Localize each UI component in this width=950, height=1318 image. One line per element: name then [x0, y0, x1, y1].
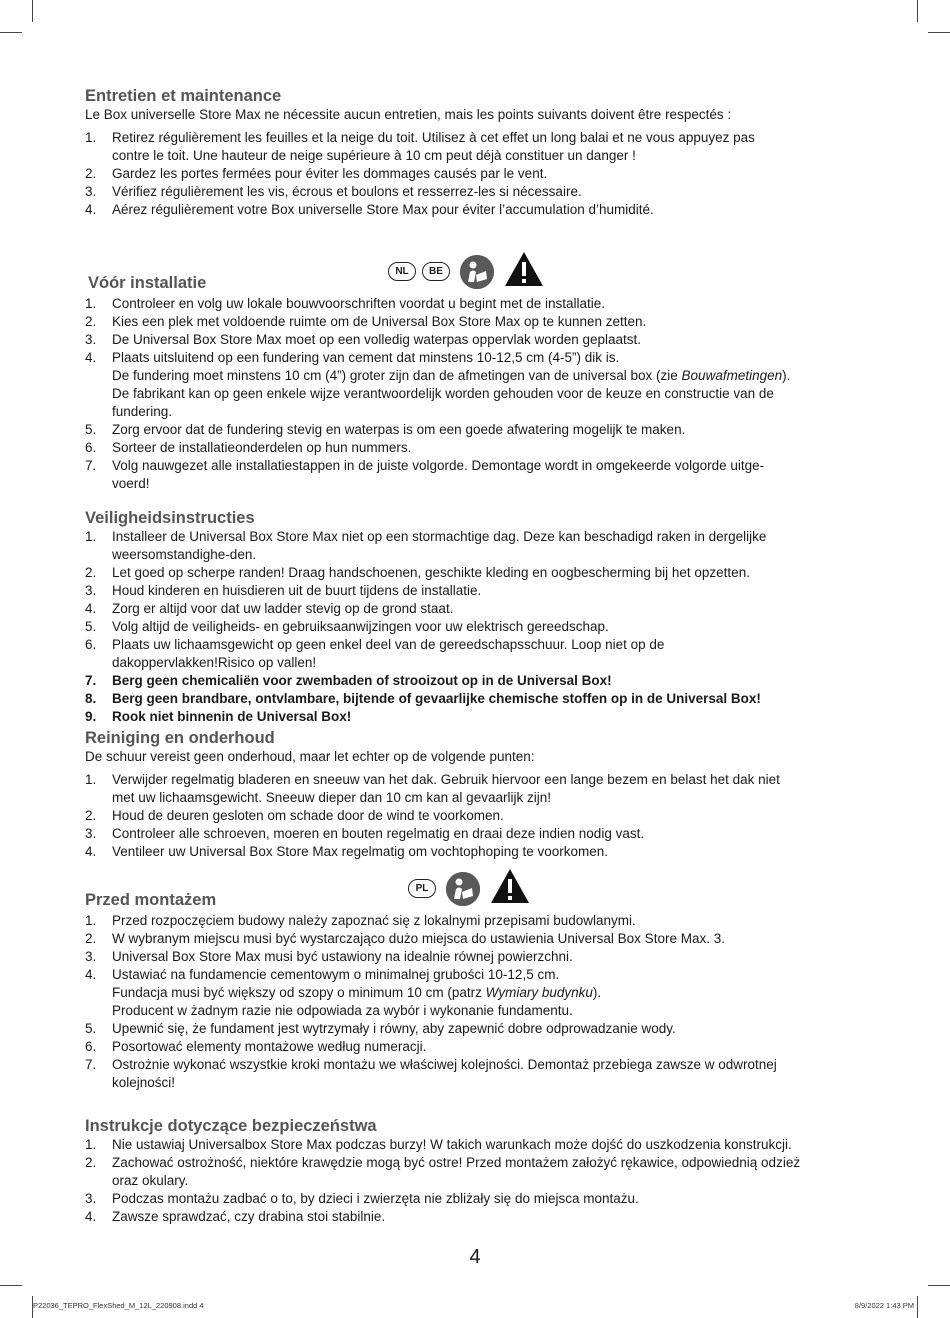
section-pl-safety [85, 1116, 885, 1226]
list-item-text: Przed rozpoczęciem budowy należy zapoznać się z lokalnymi przepisami budowlanymi. [112, 913, 636, 928]
list-item-text: Plaats uitsluitend op een fundering van cement dat minstens 10-12,5 cm (4-5”) dik is. [112, 350, 620, 365]
list-item-text: Zorg ervoor dat de fundering stevig en waterpas is om een goede afwatering mogelijk te maken. [112, 422, 686, 437]
list-item [85, 843, 885, 861]
list-item-text: dakoppervlakken!Risico op vallen! [112, 655, 317, 670]
list-item-text: Posortować elementy montażowe według numeracji. [112, 1039, 427, 1054]
list-item-text: Universal Box Store Max musi być ustawiony na idealnie równej powierzchni. [112, 949, 573, 964]
list-item-text: Zorg er altijd voor dat uw ladder stevig op de grond staat. [112, 601, 454, 616]
crop-mark [928, 32, 950, 33]
section-title: Veiligheidsinstructies [85, 509, 255, 527]
list-item [85, 528, 885, 564]
section-title: Vóór installatie [88, 274, 207, 292]
list-item [85, 708, 885, 726]
section-intro: Le Box universelle Store Max ne nécessite aucun entretien, mais les points suivants doivent être respectés : [85, 107, 732, 122]
list-item-number: 2. [85, 808, 97, 823]
list-item [85, 564, 885, 582]
list-item [85, 672, 885, 690]
list-item-text: oraz okulary. [112, 1173, 189, 1188]
section-pl-installation [85, 867, 885, 1092]
list-item-text: De fundering moet minstens 10 cm (4”) groter zijn dan de afmetingen van de universal box (zie Bouwafmetingen). [112, 368, 791, 383]
list-item [85, 313, 885, 331]
list-item [85, 421, 885, 439]
list-item-number: 3. [85, 332, 97, 347]
list-item-text: Plaats uw lichaamsgewicht op geen enkel deel van de gereedschapsschuur. Loop niet op de [112, 637, 665, 652]
list-item-text: Aérez régulièrement votre Box universelle Store Max pour éviter l’accumulation d’humidité. [112, 202, 654, 217]
list-item-text: Houd kinderen en huisdieren uit de buurt tijdens de installatie. [112, 583, 482, 598]
list-item [85, 930, 885, 948]
list-item [85, 690, 885, 708]
list-item-text: Retirez régulièrement les feuilles et la neige du toit. Utilisez à cet effet un long balai et ne vous appuyez pas [112, 130, 755, 145]
list-item-number: 6. [85, 637, 97, 652]
list-item-number: 1. [85, 130, 97, 145]
numbered-list [85, 295, 885, 493]
list-item-number: 4. [85, 350, 97, 365]
list-item-text: Berg geen brandbare, ontvlambare, bijtende of gevaarlijke chemische stoffen op in de Universal Box! [112, 691, 761, 706]
section-title: Entretien et maintenance [85, 87, 282, 105]
section-title: Instrukcje dotyczące bezpieczeństwa [85, 1117, 377, 1135]
list-item-text: Kies een plek met voldoende ruimte om de Universal Box Store Max op te kunnen zetten. [112, 314, 647, 329]
read-manual-icon [446, 872, 480, 906]
page-number: 4 [469, 1246, 481, 1268]
list-item-text: Ventileer uw Universal Box Store Max regelmatig om vochtophoping te voorkomen. [112, 844, 608, 859]
list-item-number: 1. [85, 529, 97, 544]
list-item [85, 165, 885, 183]
list-item-text: voerd! [112, 476, 150, 491]
list-item [85, 1056, 885, 1092]
list-item-number: 1. [85, 1137, 97, 1152]
list-item-number: 7. [85, 458, 97, 473]
list-item [85, 439, 885, 457]
warning-icon [490, 868, 530, 909]
list-item-text: Installeer de Universal Box Store Max niet op een stormachtige dag. Deze kan beschadigd raken in dergelijke [112, 529, 767, 544]
list-item [85, 1038, 885, 1056]
list-item-number: 4. [85, 1209, 97, 1224]
numbered-list [85, 129, 885, 219]
list-item-text: Controleer alle schroeven, moeren en bouten regelmatig en draai deze indien nodig vast. [112, 826, 645, 841]
list-item [85, 457, 885, 493]
crop-mark [917, 1296, 918, 1318]
list-item [85, 600, 885, 618]
section-fr-maintenance [85, 86, 885, 219]
list-item [85, 295, 885, 313]
list-item-text: Vérifiez régulièrement les vis, écrous et boulons et resserrez-les si nécessaire. [112, 184, 582, 199]
page-content [85, 86, 885, 1226]
list-item [85, 912, 885, 930]
list-item [85, 582, 885, 600]
list-item [85, 183, 885, 201]
crop-mark [0, 1285, 22, 1286]
list-item-number: 2. [85, 1155, 97, 1170]
list-item-text: Nie ustawiaj Universalbox Store Max podczas burzy! W takich warunkach może dojść do uszkodzenia konstrukcji. [112, 1137, 792, 1152]
list-item-number: 1. [85, 913, 97, 928]
crop-mark [0, 32, 22, 33]
list-item-text: Zachować ostrożność, niektóre krawędzie mogą być ostre! Przed montażem założyć rękawice, odpowiednią odzież [112, 1155, 801, 1170]
list-item-number: 3. [85, 1191, 97, 1206]
list-item-number: 5. [85, 619, 97, 634]
warning-icon [504, 251, 544, 292]
list-item [85, 201, 885, 219]
list-item-text: Rook niet binnenin de Universal Box! [112, 709, 352, 724]
list-item [85, 825, 885, 843]
crop-mark [928, 1285, 950, 1286]
list-item [85, 771, 885, 807]
list-item-number: 4. [85, 601, 97, 616]
list-item-text: Upewnić się, że fundament jest wytrzymały i równy, aby zapewnić dobre odprowadzanie wody. [112, 1021, 676, 1036]
list-item-number: 2. [85, 166, 97, 181]
list-item-text: Gardez les portes fermées pour éviter les dommages causés par le vent. [112, 166, 548, 181]
section-title: Przed montażem [85, 891, 217, 909]
list-item-number: 6. [85, 1039, 97, 1054]
numbered-list [85, 771, 885, 861]
list-item-number: 3. [85, 826, 97, 841]
numbered-list [85, 1136, 885, 1226]
list-item-text: De Universal Box Store Max moet op een volledig waterpas oppervlak worden geplaatst. [112, 332, 642, 347]
list-item [85, 1154, 885, 1190]
list-item [85, 349, 885, 421]
list-item-number: 2. [85, 314, 97, 329]
list-item [85, 129, 885, 165]
list-item [85, 1208, 885, 1226]
list-item-text: Zawsze sprawdzać, czy drabina stoi stabilnie. [112, 1209, 386, 1224]
list-item-number: 4. [85, 202, 97, 217]
list-item-text: Fundacja musi być większy od szopy o minimum 10 cm (patrz Wymiary budynku). [112, 985, 602, 1000]
footer-filename: P22036_TEPRO_FlexShed_M_12L_220908.indd 4 [33, 1301, 204, 1310]
list-item-number: 2. [85, 565, 97, 580]
list-item-number: 8. [85, 691, 97, 706]
list-item-number: 2. [85, 931, 97, 946]
language-badge: BE [422, 262, 450, 281]
read-manual-icon [460, 255, 494, 289]
list-item-text: Producent w żadnym razie nie odpowiada za wybór i wykonanie fundamentu. [112, 1003, 573, 1018]
list-item-text: Volg nauwgezet alle installatiestappen in de juiste volgorde. Demontage wordt in omgekeerde volgorde uitge- [112, 458, 765, 473]
crop-mark [917, 0, 918, 22]
crop-mark [32, 0, 33, 22]
list-item-number: 3. [85, 184, 97, 199]
list-item-text: Volg altijd de veiligheids- en gebruiksaanwijzingen voor uw elektrisch gereedschap. [112, 619, 609, 634]
list-item-text: Ustawiać na fundamencie cementowym o minimalnej grubości 10-12,5 cm. [112, 967, 560, 982]
list-item [85, 1136, 885, 1154]
list-item-number: 9. [85, 709, 97, 724]
list-item-text: fundering. [112, 404, 173, 419]
list-item-number: 4. [85, 844, 97, 859]
section-nl-maintenance [85, 728, 885, 861]
list-item-text: Houd de deuren gesloten om schade door de wind te voorkomen. [112, 808, 504, 823]
list-item-number: 1. [85, 772, 97, 787]
list-item-number: 6. [85, 440, 97, 455]
list-item-number: 3. [85, 949, 97, 964]
numbered-list [85, 912, 885, 1092]
icon-row [408, 868, 530, 909]
list-item-text: contre le toit. Une hauteur de neige supérieure à 10 cm peut déjà constituer un danger ! [112, 148, 636, 163]
list-item [85, 966, 885, 1020]
section-title: Reiniging en onderhoud [85, 729, 275, 747]
list-item-number: 7. [85, 1057, 97, 1072]
language-badge: PL [408, 879, 436, 898]
list-item-text: Podczas montażu zadbać o to, by dzieci i zwierzęta nie zbliżały się do miejsca montażu. [112, 1191, 639, 1206]
list-item-number: 5. [85, 422, 97, 437]
list-item-number: 3. [85, 583, 97, 598]
list-item-number: 7. [85, 673, 97, 688]
list-item [85, 636, 885, 672]
list-item [85, 1190, 885, 1208]
list-item-text: weersomstandighe-den. [112, 547, 257, 562]
list-item-number: 5. [85, 1021, 97, 1036]
section-nl-installation [85, 249, 885, 493]
section-intro: De schuur vereist geen onderhoud, maar let echter op de volgende punten: [85, 749, 535, 764]
section-nl-safety [85, 508, 885, 726]
list-item-text: Verwijder regelmatig bladeren en sneeuw van het dak. Gebruik hiervoor een lange bezem en belast het dak niet [112, 772, 780, 787]
list-item [85, 331, 885, 349]
list-item-text: Ostrożnie wykonać wszystkie kroki montażu we właściwej kolejności. Demontaż przebiega zawsze w odwrotnej [112, 1057, 777, 1072]
list-item [85, 948, 885, 966]
list-item-text: met uw lichaamsgewicht. Sneeuw dieper dan 10 cm kan al gevaarlijk zijn! [112, 790, 551, 805]
footer-timestamp: 8/9/2022 1:43 PM [854, 1301, 914, 1310]
numbered-list [85, 528, 885, 726]
list-item [85, 618, 885, 636]
list-item-text: Controleer en volg uw lokale bouwvoorschriften voordat u begint met de installatie. [112, 296, 606, 311]
list-item-text: Sorteer de installatieonderdelen op hun nummers. [112, 440, 412, 455]
list-item-text: W wybranym miejscu musi być wystarczająco dużo miejsca do ustawienia Universal Box Store Max. 3. [112, 931, 725, 946]
icon-row [388, 251, 544, 292]
list-item [85, 807, 885, 825]
list-item-number: 4. [85, 967, 97, 982]
list-item-number: 1. [85, 296, 97, 311]
list-item [85, 1020, 885, 1038]
language-badge: NL [388, 262, 416, 281]
list-item-text: Berg geen chemicaliën voor zwembaden of strooizout op in de Universal Box! [112, 673, 612, 688]
list-item-text: Let goed op scherpe randen! Draag handschoenen, geschikte kleding en oogbescherming bij het opzetten. [112, 565, 750, 580]
list-item-text: kolejności! [112, 1075, 176, 1090]
list-item-text: De fabrikant kan op geen enkele wijze verantwoordelijk worden gehouden voor de keuze en constructie van de [112, 386, 774, 401]
